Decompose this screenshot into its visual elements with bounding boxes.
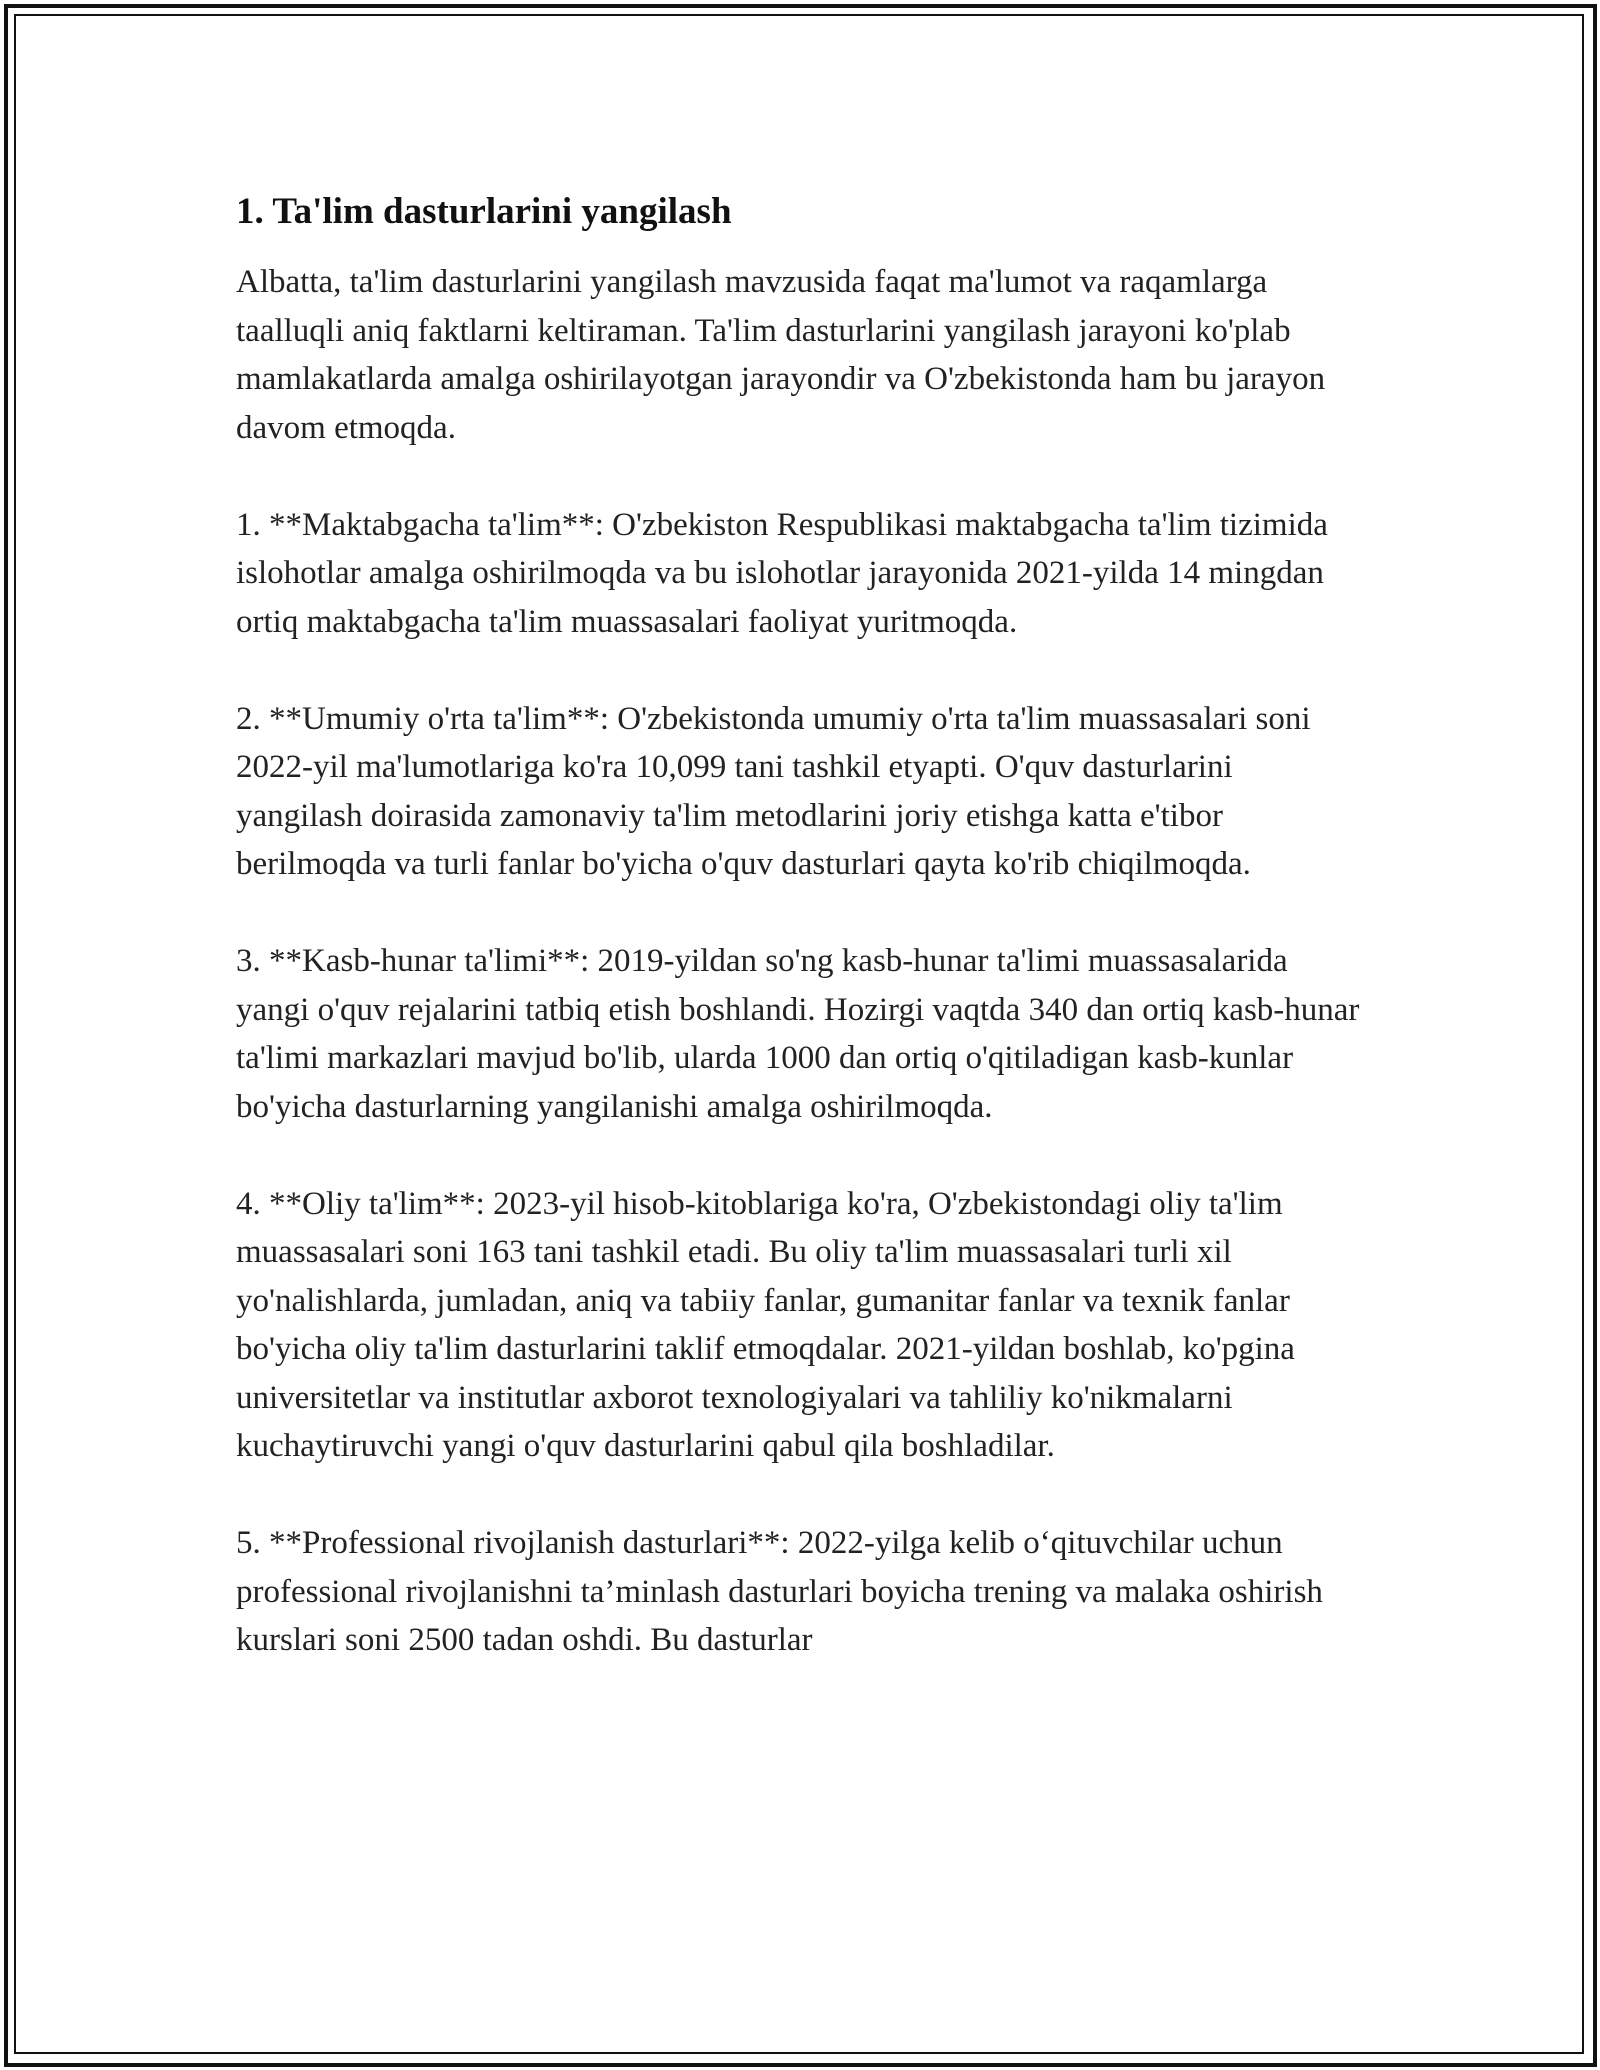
paragraph-preschool-education: 1. **Maktabgacha ta'lim**: O'zbekiston Respublikasi maktabgacha ta'lim tizimida islohotlar amalga oshirilmoqda va bu islohotlar jarayonida 2021-yilda 14 mingdan ortiq maktabgacha ta'lim muassasalari faoliyat yuritmoqda. <box>236 506 1328 640</box>
document-body <box>236 188 1366 1713</box>
intro-paragraph: Albatta, ta'lim dasturlarini yangilash mavzusida faqat ma'lumot va raqamlarga taalluqli aniq faktlarni keltiraman. Ta'lim dasturlarini yangilash jarayoni ko'plab mamlakatlarda amalga oshirilayotgan jarayondir va O'zbekistonda ham bu jarayon davom etmoqda. <box>236 264 1326 446</box>
paragraph-general-secondary-education: 2. **Umumiy o'rta ta'lim**: O'zbekistonda umumiy o'rta ta'lim muassasalari soni 2022-yil ma'lumotlariga ko'ra 10,099 tani tashkil etyapti. O'quv dasturlarini yangilash doirasida zamonaviy ta'lim metodlarini joriy etishga katta e'tibor berilmoqda va turli fanlar bo'yicha o'quv dasturlari qayta ko'rib chiqilmoqda. <box>236 700 1311 882</box>
paragraph-vocational-education: 3. **Kasb-hunar ta'limi**: 2019-yildan so'ng kasb-hunar ta'limi muassasalarida yangi o'quv rejalarini tatbiq etish boshlandi. Hozirgi vaqtda 340 dan ortiq kasb-hunar ta'limi markazlari mavjud bo'lib, ularda 1000 dan ortiq o'qitiladigan kasb-kunlar bo'yicha dasturlarning yangilanishi amalga oshirilmoqda. <box>236 943 1360 1125</box>
paragraph-higher-education: 4. **Oliy ta'lim**: 2023-yil hisob-kitoblariga ko'ra, O'zbekistondagi oliy ta'lim muassasalari soni 163 tani tashkil etadi. Bu oliy ta'lim muassasalari turli xil yo'nalishlarda, jumladan, aniq va tabiiy fanlar, gumanitar fanlar va texnik fanlar bo'yicha oliy ta'lim dasturlarini taklif etmoqdalar. 2021-yildan boshlab, ko'pgina universitetlar va institutlar axborot texnologiyalari va tahliliy ko'nikmalarni kuchaytiruvchi yangi o'quv dasturlarini qabul qila boshladilar. <box>236 1185 1295 1464</box>
paragraph-professional-development: 5. **Professional rivojlanish dasturlari**: 2022-yilga kelib o‘qituvchilar uchun professional rivojlanishni ta’minlash dasturlari boyicha trening va malaka oshirish kurslari soni 2500 tadan oshdi. Bu dasturlar <box>236 1525 1323 1658</box>
section-heading: 1. Ta'lim dasturlarini yangilash <box>236 191 732 232</box>
